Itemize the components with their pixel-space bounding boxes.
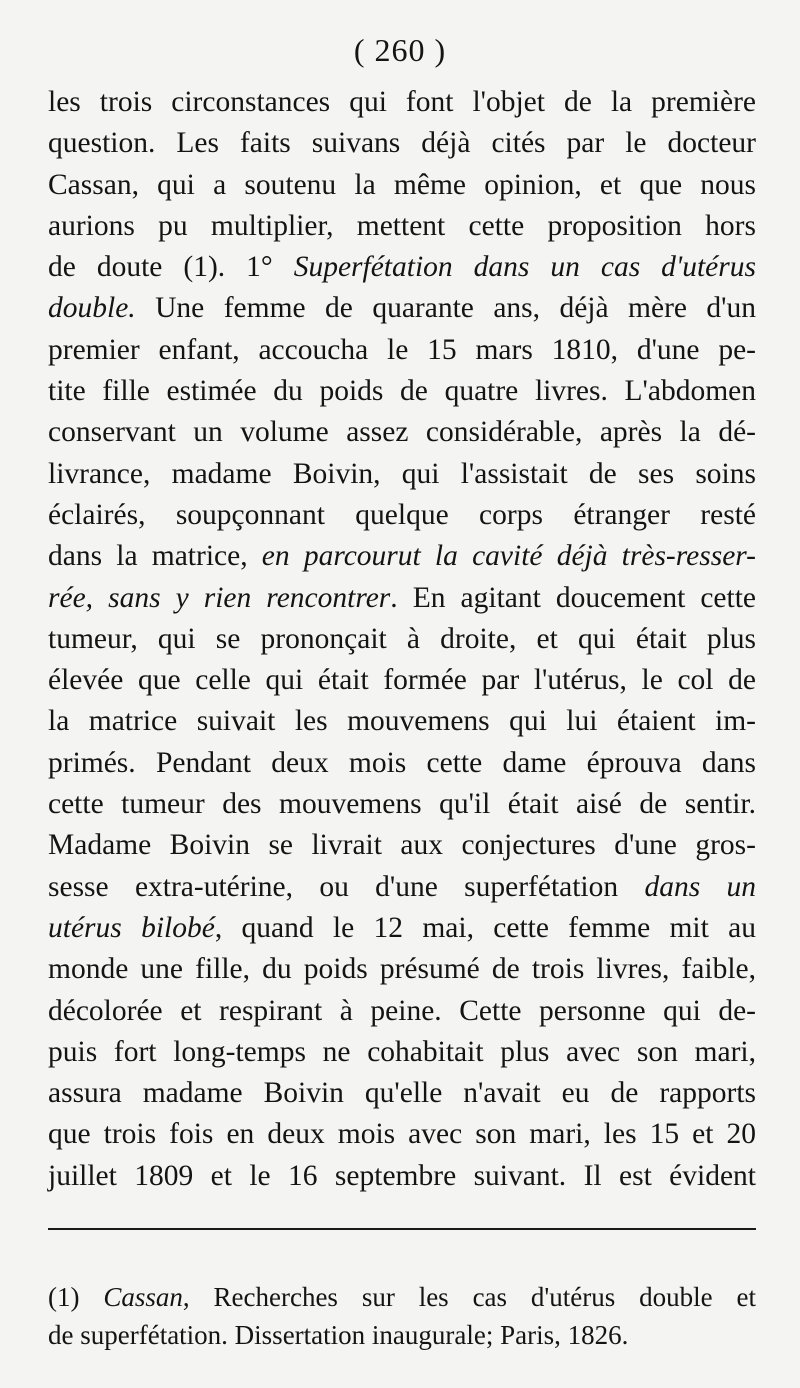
text-run: dans la matrice,: [48, 540, 262, 573]
footnote-divider: [48, 1228, 756, 1230]
italic-run: rée, sans y rien rencontrer: [48, 581, 391, 614]
footnote-author: Cassan: [103, 1282, 183, 1312]
text-line: tite fille estimée du poids de quatre livres. L'abdomen: [48, 375, 756, 408]
page-number: ( 260 ): [353, 32, 447, 68]
text-line: question. Les faits suivans déjà cités par le docteur: [48, 127, 756, 160]
text-line: [48, 247, 756, 288]
text-line: [48, 536, 756, 577]
text-line: éclairés, soupçonnant quelque corps étranger resté: [48, 498, 756, 531]
italic-run: en parcourut la cavité déjà très-resser-: [261, 540, 756, 573]
text-run: , quand le 12 mai, cette femme mit au: [214, 911, 756, 944]
text-line: tumeur, qui se prononçait à droite, et qui était plus: [48, 622, 756, 655]
text-line: élevée que celle qui était formée par l'utérus, le col de: [48, 664, 756, 697]
text-line: conservant un volume assez considérable, après la dé-: [48, 416, 756, 449]
text-line: primés. Pendant deux mois cette dame éprouva dans: [48, 746, 756, 779]
footnote-text: , Recherches sur les cas d'utérus double et: [182, 1282, 756, 1312]
text-line: [48, 288, 756, 329]
text-line: aurions pu multiplier, mettent cette proposition hors: [48, 209, 756, 242]
footnote-line: de superfétation. Dissertation inaugurale; Paris, 1826.: [48, 1320, 629, 1350]
text-line: Cassan, qui a soutenu la même opinion, et que nous: [48, 168, 756, 201]
text-line: que trois fois en deux mois avec son mari, les 15 et 20: [48, 1118, 756, 1151]
text-line: [48, 578, 756, 619]
text-run: . En agitant doucement cette: [390, 581, 757, 614]
text-line: la matrice suivait les mouvemens qui lui étaient im-: [48, 705, 756, 738]
footnote-marker: (1): [48, 1282, 104, 1312]
italic-run: dans un: [644, 870, 757, 903]
text-line: livrance, madame Boivin, qui l'assistait de ses soins: [48, 457, 756, 490]
text-line: Madame Boivin se livrait aux conjectures d'une gros-: [48, 829, 756, 862]
footnote: [48, 1278, 756, 1354]
text-line: [48, 867, 756, 908]
text-line: [48, 908, 756, 949]
text-line: juillet 1809 et le 16 septembre suivant. Il est évident: [48, 1159, 756, 1192]
text-line: assura madame Boivin qu'elle n'avait eu de rapports: [48, 1077, 756, 1110]
italic-run: utérus bilobé: [48, 911, 215, 944]
text-run: de doute (1). 1°: [48, 251, 294, 284]
text-line: monde une fille, du poids présumé de trois livres, faible,: [48, 953, 756, 986]
text-run: sesse extra-utérine, ou d'une superfétation: [48, 870, 645, 903]
footnote-line: [48, 1278, 756, 1316]
text-line: premier enfant, accoucha le 15 mars 1810, d'une pe-: [48, 333, 756, 366]
text-line: puis fort long-temps ne cohabitait plus avec son mari,: [48, 1035, 756, 1068]
text-line: les trois circonstances qui font l'objet de la première: [48, 86, 756, 118]
body-text: [48, 82, 756, 1197]
italic-run: Superfétation dans un cas d'utérus: [293, 251, 756, 284]
text-run: Une femme de quarante ans, déjà mère d'un: [155, 292, 756, 325]
text-line: cette tumeur des mouvemens qu'il était aisé de sentir.: [48, 788, 756, 821]
italic-run: double.: [48, 292, 136, 325]
text-line: décolorée et respirant à peine. Cette personne qui de-: [48, 994, 756, 1027]
